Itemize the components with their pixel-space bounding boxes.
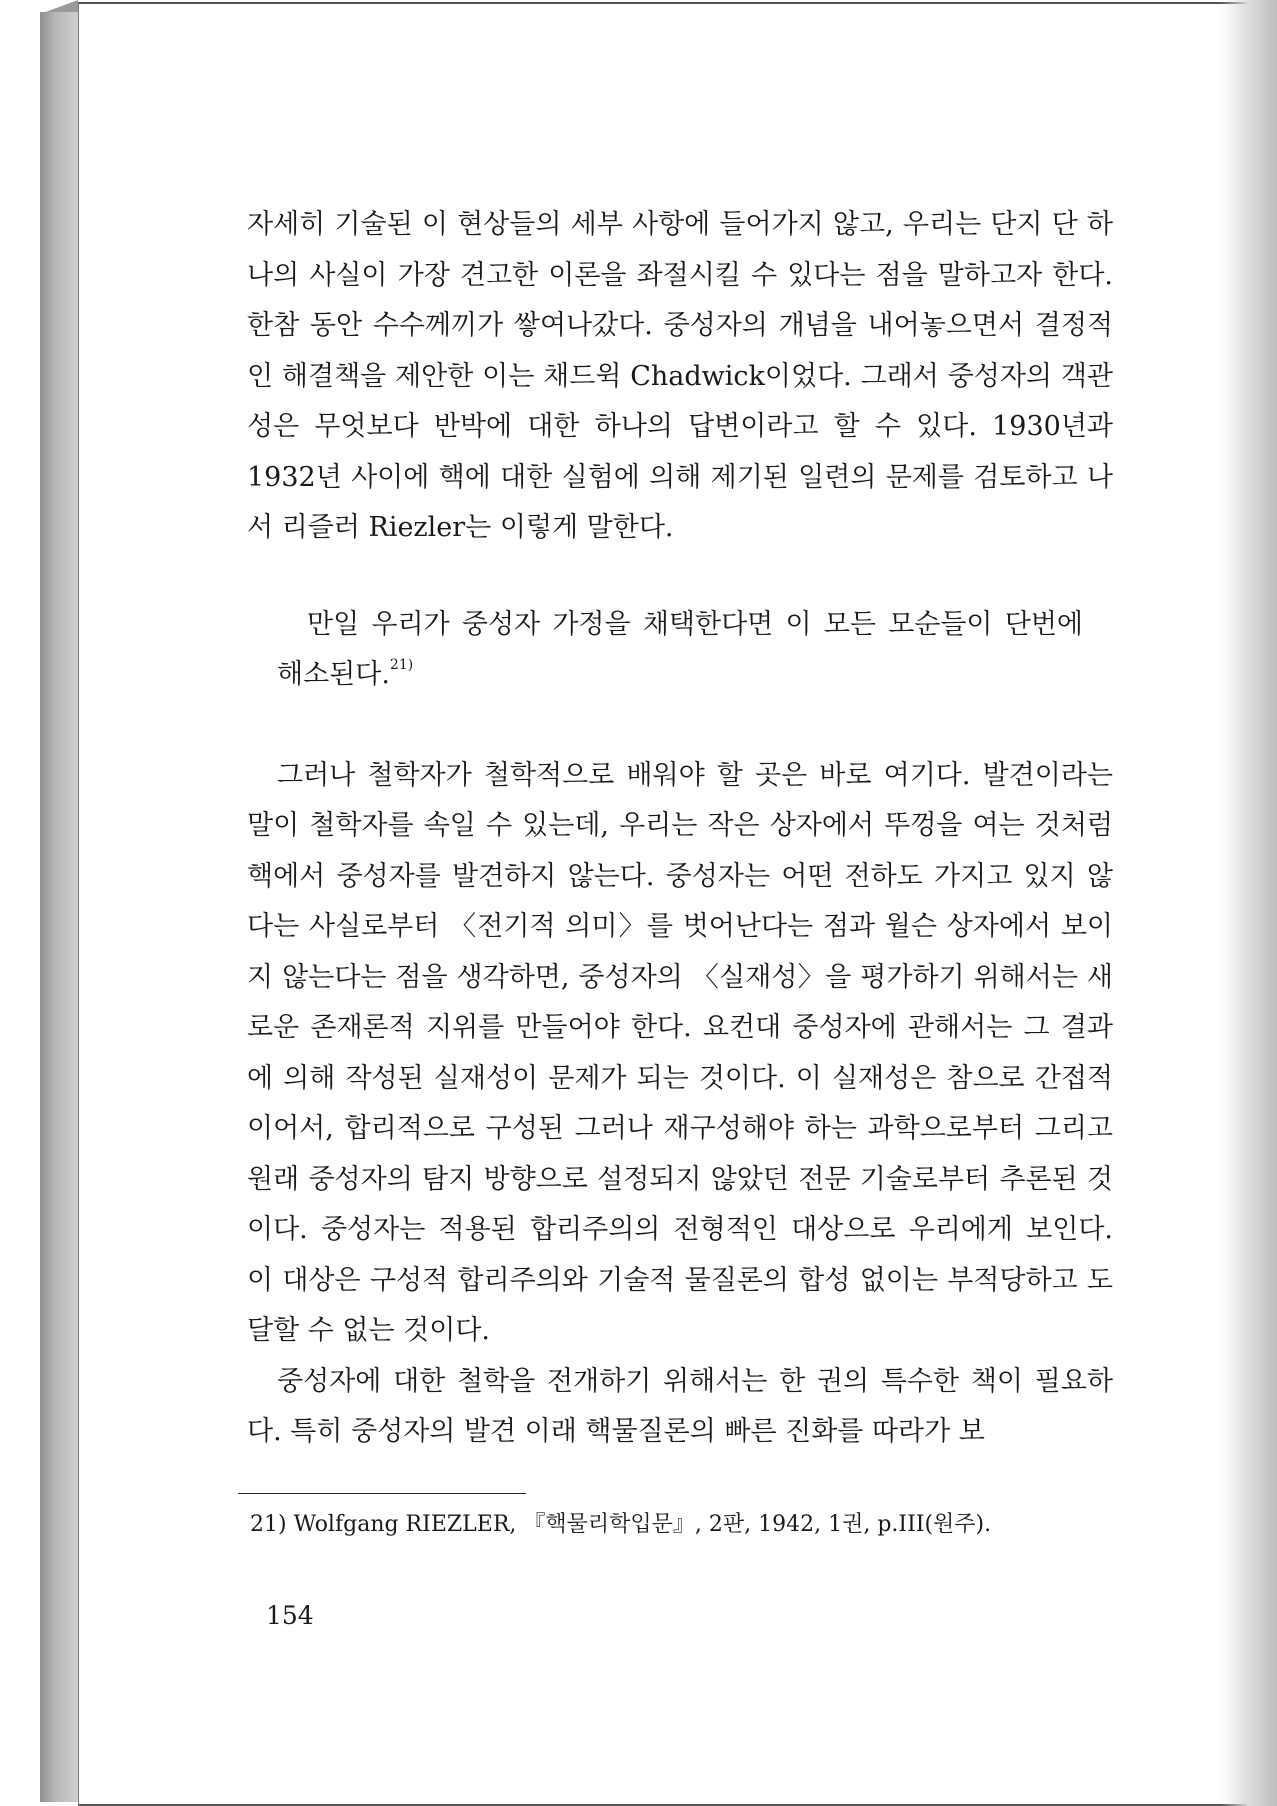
page-edge-shadow — [1221, 0, 1277, 1806]
block-quote — [247, 600, 1083, 701]
paragraph-1: 자세히 기술된 이 현상들의 세부 사항에 들어가지 않고, 우리는 단지 단 하나의 사실이 가장 견고한 이론을 좌절시킬 수 있다는 점을 말하고자 한다. 한참 동안 수수께끼가 쌓여나갔다. 중성자의 개념을 내어놓으면서 결정적인 해결책을 제안한 이는 채드윅 Chadwick이었다. 그래서 중성자의 객관성은 무엇보다 반박에 대한 하나의 답변이라고 할 수 있다. 1930년과 1932년 사이에 핵에 대한 실험에 의해 제기된 일련의 문제를 검토하고 나서 리즐러 Riezler는 이렇게 말한다. — [247, 209, 1113, 543]
book-spine — [40, 12, 78, 1802]
page-body — [247, 200, 1113, 1458]
footnote-reference: 21) — [389, 657, 414, 673]
paragraph-3: 중성자에 대한 철학을 전개하기 위해서는 한 권의 특수한 책이 필요하다. 특히 중성자의 발견 이래 핵물질론의 빠른 진화를 따라가 보 — [247, 1365, 1113, 1447]
paragraph-2: 그러나 철학자가 철학적으로 배워야 할 곳은 바로 여기다. 발견이라는 말이 철학자를 속일 수 있는데, 우리는 작은 상자에서 뚜껑을 여는 것처럼 핵에서 중성자를 발견하지 않는다. 중성자는 어떤 전하도 가지고 있지 않다는 사실로부터 〈전기적 의미〉를 벗어난다는 점과 월슨 상자에서 보이지 않는다는 점을 생각하면, 중성자의 〈실재성〉을 평가하기 위해서는 새로운 존재론적 지위를 만들어야 한다. 요컨대 중성자에 관해서는 그 결과에 의해 작성된 실재성이 문제가 되는 것이다. 이 실재성은 참으로 간접적이어서, 합리적으로 구성된 그러나 재구성해야 하는 과학으로부터 그리고 원래 중성자의 탐지 방향으로 설정되지 않았던 전문 기술로부터 추론된 것이다. 중성자는 적용된 합리주의의 전형적인 대상으로 우리에게 보인다. 이 대상은 구성적 합리주의와 기술적 물질론의 합성 없이는 부적당하고 도달할 수 없는 것이다. — [247, 759, 1113, 1346]
page-number: 154 — [266, 1601, 314, 1630]
block-quote-text: 만일 우리가 중성자 가정을 채택한다면 이 모든 모순들이 단번에 해소된다. — [277, 608, 1083, 690]
footnote-divider — [238, 1493, 526, 1494]
footnote: 21) Wolfgang RIEZLER, 『핵물리학입문』, 2판, 1942, 1권, p.III(원주). — [250, 1512, 992, 1537]
